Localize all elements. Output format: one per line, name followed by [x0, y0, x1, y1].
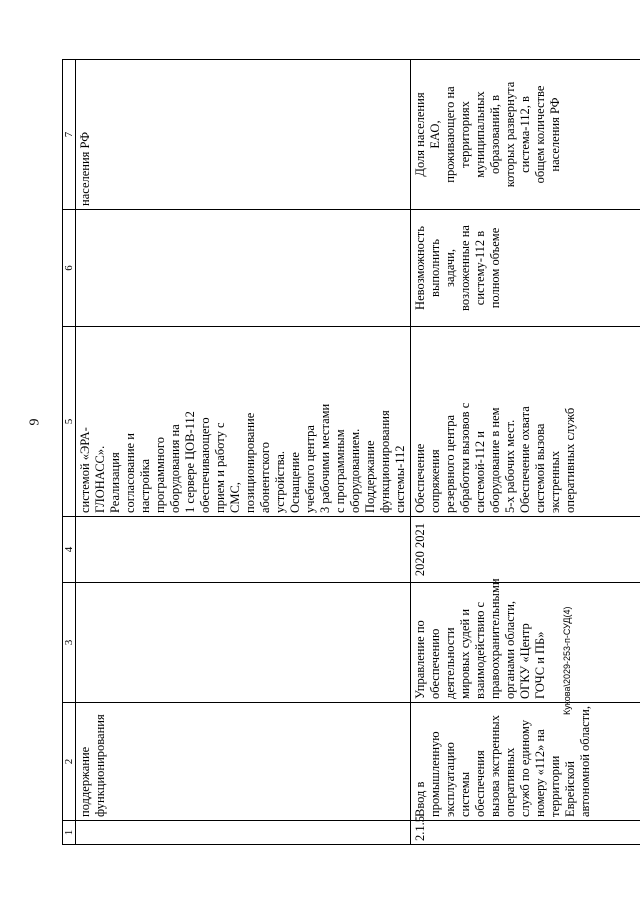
header-col-7: 7 [63, 60, 76, 210]
header-col-2: 2 [63, 703, 76, 821]
rotated-table-wrapper [62, 60, 592, 845]
cell-years [76, 517, 411, 583]
cell-num [76, 821, 411, 845]
header-col-4: 4 [63, 517, 76, 583]
cell-indicator: населения РФ [76, 60, 411, 210]
cell-consequences [76, 210, 411, 327]
header-col-3: 3 [63, 583, 76, 703]
header-col-1: 1 [63, 821, 76, 845]
cell-consequences: Невозможность выполнить задачи, возложенные на систему-112 в полном объеме [411, 210, 640, 327]
cell-activities: системой «ЭРА- ГЛОНАСС». Реализация согласование и настройка программного оборудования на 1 сервере ЦОВ-112 обеспечивающего прием и работу с СМС, позиционирование абонентского устройства. Оснащение учебного центра 3 рабочими местами с программным оборудованием. Поддержание функционирования системы-112 [76, 327, 411, 517]
header-col-6: 6 [63, 210, 76, 327]
cell-executor: Управление по обеспечению деятельности мировых судей и взаимодействию с правоохранительными органами области, ОГКУ «Центр ГОЧС и ПБ» [411, 583, 640, 703]
cell-indicator: Доля населения ЕАО, проживающего на территориях муниципальных образований, в которых развернута система-112, в общем количестве населения РФ [411, 60, 640, 210]
cell-years: 2020 2021 [411, 517, 640, 583]
cell-name: поддержание функционирования [76, 703, 411, 821]
cell-name: Ввод в промышленную эксплуатацию системы обеспечения вызова экстренных оперативных служб по единому номеру «112» на территории Еврейской автономной области, [411, 703, 640, 821]
page-number: 9 [27, 418, 43, 426]
cell-activities: Обеспечение сопряжения резервного центра обработки вызовов с системой-112 и оборудование в нем 5-х рабочих мест. Обеспечение охвата системой вызова экстренных оперативных служб [411, 327, 640, 517]
header-col-5: 5 [63, 327, 76, 517]
program-measures-table [62, 59, 640, 845]
cell-executor [76, 583, 411, 703]
table-row [76, 60, 411, 845]
document-code: Кукова\2029-253-п-СУД(4) [562, 606, 572, 715]
table-row [411, 60, 640, 845]
header-row [63, 60, 76, 845]
cell-num: 2.1.5 [411, 821, 640, 845]
